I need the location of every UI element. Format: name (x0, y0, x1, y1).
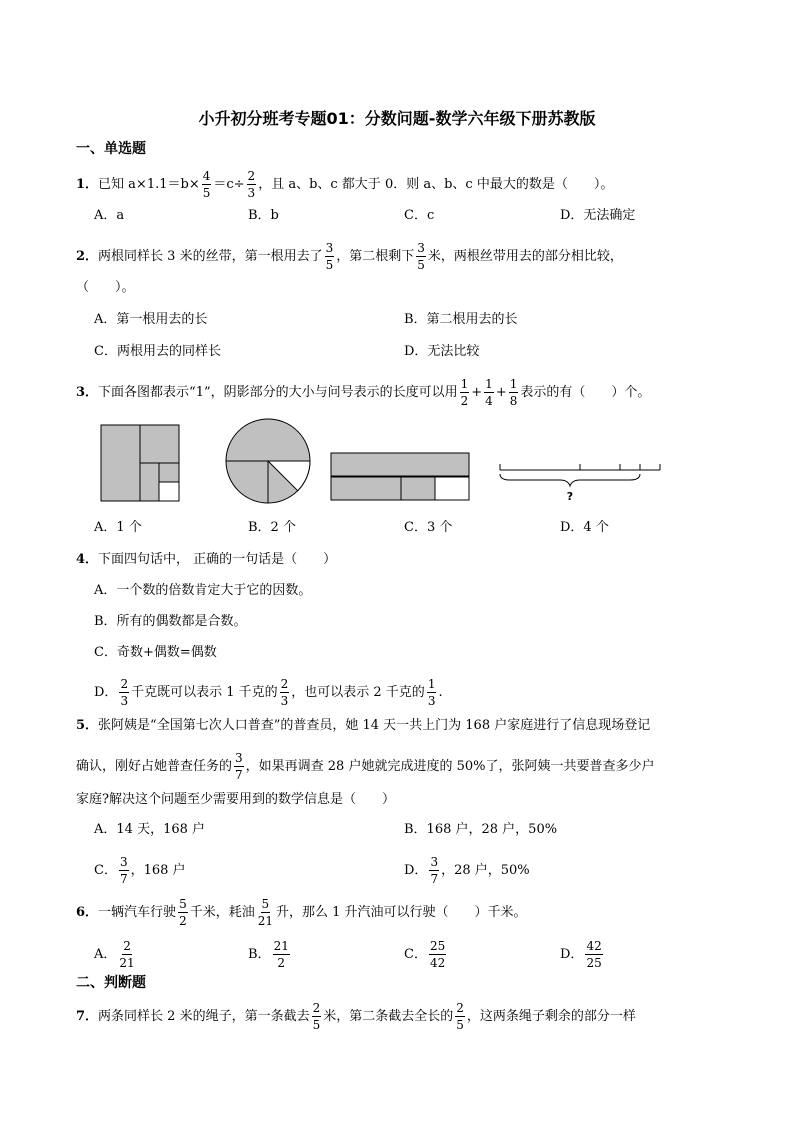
question-4 (76, 550, 720, 570)
fraction: $\frac{3}{7}$ (235, 751, 243, 782)
brace (500, 474, 640, 486)
fraction: $\frac{5}{2}$ (179, 897, 187, 928)
unshaded-part (435, 477, 469, 500)
fraction: $\frac{2}{5}$ (312, 1001, 321, 1032)
section-heading-single-choice: 一、单选题 (76, 141, 146, 157)
plus-sign: + (471, 385, 483, 400)
option-d: D． $\frac{3}{7}$ ，28 户，50% (404, 855, 530, 886)
question-text: 下面各图都表示“1”，阴影部分的大小与问号表示的长度可以用 (98, 385, 458, 400)
fraction: $\frac{2}{3}$ (280, 677, 289, 708)
question-number: 3． (76, 385, 99, 400)
question-text: 已知 a×1.1＝b× (98, 177, 200, 192)
unshaded-part (159, 482, 179, 501)
option-b: B．所有的偶数都是合数。 (94, 614, 247, 629)
question-text: ，且 a、b、c 都大于 0．则 a、b、c 中最大的数是（ ）。 (258, 177, 614, 192)
strip-part (331, 477, 401, 500)
fraction: $\frac{2}{21}$ (119, 939, 135, 970)
option-d: D．4 个 (560, 520, 609, 535)
fraction: $\frac{3}{7}$ (119, 855, 128, 886)
question-5-line-2: 确认，刚好占她普查任务的 $\frac{3}{7}$ ，如果再调查 28 户她就完成进度的 50%了，张阿姨一共要普查多少户 (76, 751, 655, 782)
option-a: A．1 个 (94, 520, 142, 535)
option-b: B．2 个 (248, 520, 296, 535)
option-d: D．无法确定 (560, 208, 636, 223)
figure-square (100, 424, 180, 502)
question-text: ，第二根剩下 (336, 249, 415, 264)
question-number: 2． (76, 249, 99, 264)
option-c: C．c (404, 208, 435, 223)
fraction: $\frac{1}{2}$ (460, 377, 469, 408)
option-b: B．b (248, 208, 279, 223)
option-a: A．a (94, 208, 125, 223)
question-number: 7． (76, 1009, 99, 1024)
option-b: B．第二根用去的长 (404, 312, 518, 327)
figure-rectangle (330, 452, 470, 502)
fraction: $\frac{2}{5}$ (456, 1001, 464, 1032)
fraction: $\frac{5}{21}$ (257, 897, 273, 928)
option-b: B． $\frac{21}{2}$ (248, 939, 289, 970)
option-c: C． $\frac{25}{42}$ (404, 939, 446, 970)
option-a: A．一个数的倍数肯定大于它的因数。 (94, 583, 312, 598)
option-c: C．3 个 (404, 520, 453, 535)
option-d: D． $\frac{42}{25}$ (560, 939, 602, 970)
option-d: D． $\frac{2}{3}$ 千克既可以表示 1 千克的 $\frac{2}{3}$ ，也可以表示 2 千克的 $\frac{1}{3}$ . (94, 677, 443, 708)
figure-circle (224, 417, 312, 505)
question-number: 4． (76, 552, 99, 567)
fraction: $\frac{2}{3}$ (120, 677, 129, 708)
strip-part (401, 477, 435, 500)
option-c: C．奇数+偶数=偶数 (94, 645, 217, 660)
option-c: C． $\frac{3}{7}$ ，168 户 (94, 855, 186, 886)
question-number: 1． (76, 177, 99, 192)
fraction: $\frac{1}{3}$ (427, 677, 436, 708)
question-2 (76, 242, 720, 271)
option-c: C．两根用去的同样长 (94, 344, 221, 359)
option-d: D．无法比较 (404, 344, 480, 359)
question-6: 6．一辆汽车行驶 $\frac{5}{2}$ 千米，耗油 $\frac{5}{21}$ 升，那么 1 升汽油可以行驶（ ）千米。 (76, 897, 527, 928)
option-a: A．14 天，168 户 (94, 822, 206, 837)
fraction: $\frac{3}{5}$ (417, 241, 425, 272)
top-strip (331, 453, 469, 476)
fraction: $\frac{1}{4}$ (485, 377, 493, 408)
section-heading-true-false: 二、判断题 (76, 975, 146, 991)
question-3 (76, 378, 720, 407)
question-number: 5． (76, 718, 99, 733)
option-a: A．第一根用去的长 (94, 312, 208, 327)
option-b: B．168 户，28 户，50% (404, 822, 558, 837)
fraction: $\frac{3}{7}$ (430, 855, 439, 886)
question-text: ＝c÷ (213, 177, 245, 192)
question-5-line-3: 家庭?解决这个问题至少需要用到的数学信息是（ ） (76, 792, 395, 807)
question-text: 两根同样长 3 米的丝带，第一根用去了 (98, 249, 323, 264)
question-5 (76, 716, 720, 736)
fraction: $\frac{42}{25}$ (586, 939, 602, 970)
question-text: 表示的有（ ）个。 (520, 385, 651, 400)
question-text: 张阿姨是“全国第七次人口普查”的普查员，她 14 天一共上门为 168 户家庭进行了信息现场登记 (98, 718, 651, 733)
question-text: 下面四句话中， 正确的一句话是（ ） (98, 552, 337, 567)
plus-sign: + (495, 385, 507, 400)
fraction: $\frac{2}{3}$ (247, 169, 256, 200)
fraction: $\frac{4}{5}$ (202, 169, 211, 200)
question-7: 7．两条同样长 2 米的绳子，第一条截去 $\frac{2}{5}$ 米，第二条截去全长的 $\frac{2}{5}$ ，这两条绳子剩余的部分一样 (76, 1001, 636, 1032)
question-number: 6． (76, 905, 99, 920)
fraction: $\frac{1}{8}$ (509, 377, 518, 408)
page-title: 小升初分班考专题01：分数问题-数学六年级下册苏教版 (198, 109, 596, 128)
question-2-blank: （ ）。 (76, 280, 135, 295)
fraction: $\frac{25}{42}$ (429, 939, 446, 970)
question-mark-label: ? (566, 490, 574, 503)
option-a: A． $\frac{2}{21}$ (94, 939, 135, 970)
question-text: 米，两根丝带用去的部分相比较， (427, 249, 623, 264)
fraction: $\frac{21}{2}$ (273, 939, 289, 970)
question-1 (76, 170, 720, 199)
figure-line-segment (496, 458, 664, 506)
fraction: $\frac{3}{5}$ (325, 241, 334, 272)
